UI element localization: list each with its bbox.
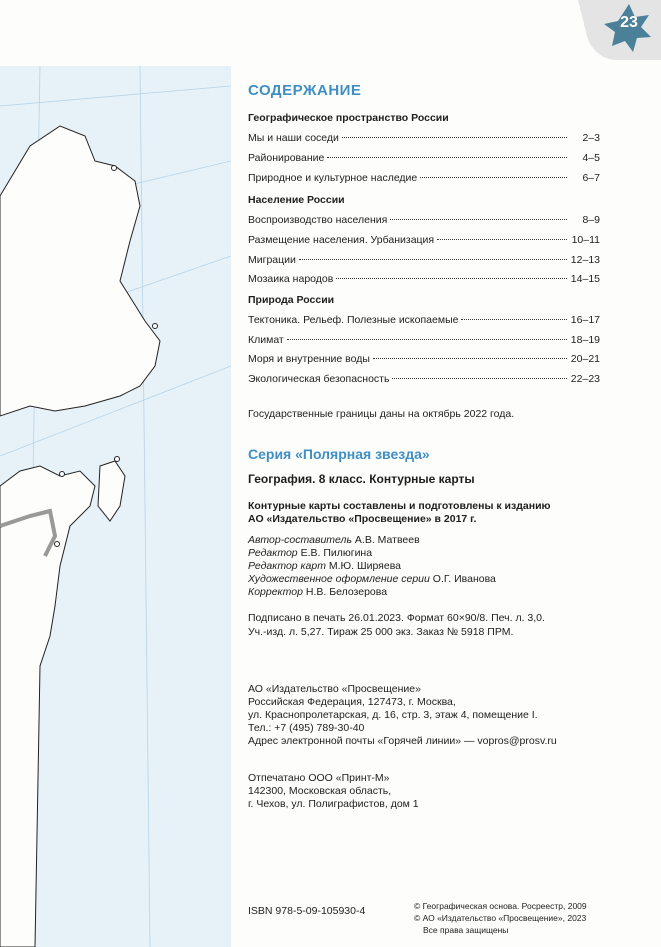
printer-line: Отпечатано ООО «Принт-М» — [248, 772, 390, 784]
series-title: Серия «Полярная звезда» — [248, 446, 430, 462]
toc-entry: Мы и наши соседи 2–3 — [248, 132, 600, 144]
prepared-line-2: АО «Издательство «Просвещение» в 2017 г. — [248, 513, 477, 525]
toc-entry: Воспроизводство населения 8–9 — [248, 214, 600, 226]
printer-line: 142300, Московская область, — [248, 785, 392, 797]
contents-heading: СОДЕРЖАНИЕ — [248, 82, 362, 99]
toc-entry: Мозаика народов 14–15 — [248, 273, 600, 285]
contour-map-fragment — [0, 66, 231, 947]
toc-entry: Размещение населения. Урбанизация 10–11 — [248, 234, 600, 246]
copyright-line: Все права защищены — [423, 925, 509, 935]
toc-entry: Природное и культурное наследие 6–7 — [248, 172, 600, 184]
credit-line: Художественное оформление серии О.Г. Иванова — [248, 573, 496, 585]
toc-entry: Миграции 12–13 — [248, 254, 600, 266]
toc-entry: Тектоника. Рельеф. Полезные ископаемые 16–17 — [248, 314, 600, 326]
publisher-line: Тел.: +7 (495) 789-30-40 — [248, 722, 365, 734]
publisher-line: ул. Краснопролетарская, д. 16, стр. 3, этаж 4, помещение I. — [248, 709, 538, 721]
copyright-line: © АО «Издательство «Просвещение», 2023 — [414, 913, 587, 923]
toc-entry: Моря и внутренние воды 20–21 — [248, 353, 600, 365]
print-info-2: Уч.-изд. л. 5,27. Тираж 25 000 экз. Заказ № 5918 ПРМ. — [248, 626, 514, 638]
credit-line: Автор-составитель А.В. Матвеев — [248, 534, 420, 546]
toc-section-title: Географическое пространство России — [248, 112, 449, 124]
toc-entry: Экологическая безопасность 22–23 — [248, 373, 600, 385]
book-title: География. 8 класс. Контурные карты — [248, 472, 475, 486]
publisher-line: Российская Федерация, 127473, г. Москва, — [248, 696, 456, 708]
page-number: 23 — [620, 14, 638, 31]
printer-line: г. Чехов, ул. Полиграфистов, дом 1 — [248, 798, 419, 810]
credit-line: Редактор Е.В. Пилюгина — [248, 547, 373, 559]
toc-section-title: Население России — [248, 194, 345, 206]
print-info-1: Подписано в печать 26.01.2023. Формат 60×90/8. Печ. л. 3,0. — [248, 612, 545, 624]
toc-section-title: Природа России — [248, 294, 335, 306]
isbn: ISBN 978-5-09-105930-4 — [248, 905, 366, 917]
prepared-line-1: Контурные карты составлены и подготовлены к изданию — [248, 500, 551, 512]
credit-line: Корректор Н.В. Белозерова — [248, 586, 388, 598]
publisher-line: АО «Издательство «Просвещение» — [248, 683, 421, 695]
borders-note: Государственные границы даны на октябрь 2022 года. — [248, 408, 515, 420]
copyright-line: © Географическая основа. Росреестр, 2009 — [414, 901, 587, 911]
publisher-email: Адрес электронной почты «Горячей линии» — vopros@prosv.ru — [248, 735, 557, 747]
toc-entry: Районирование 4–5 — [248, 152, 600, 164]
toc-entry: Климат 18–19 — [248, 334, 600, 346]
credit-line: Редактор карт М.Ю. Ширяева — [248, 560, 402, 572]
